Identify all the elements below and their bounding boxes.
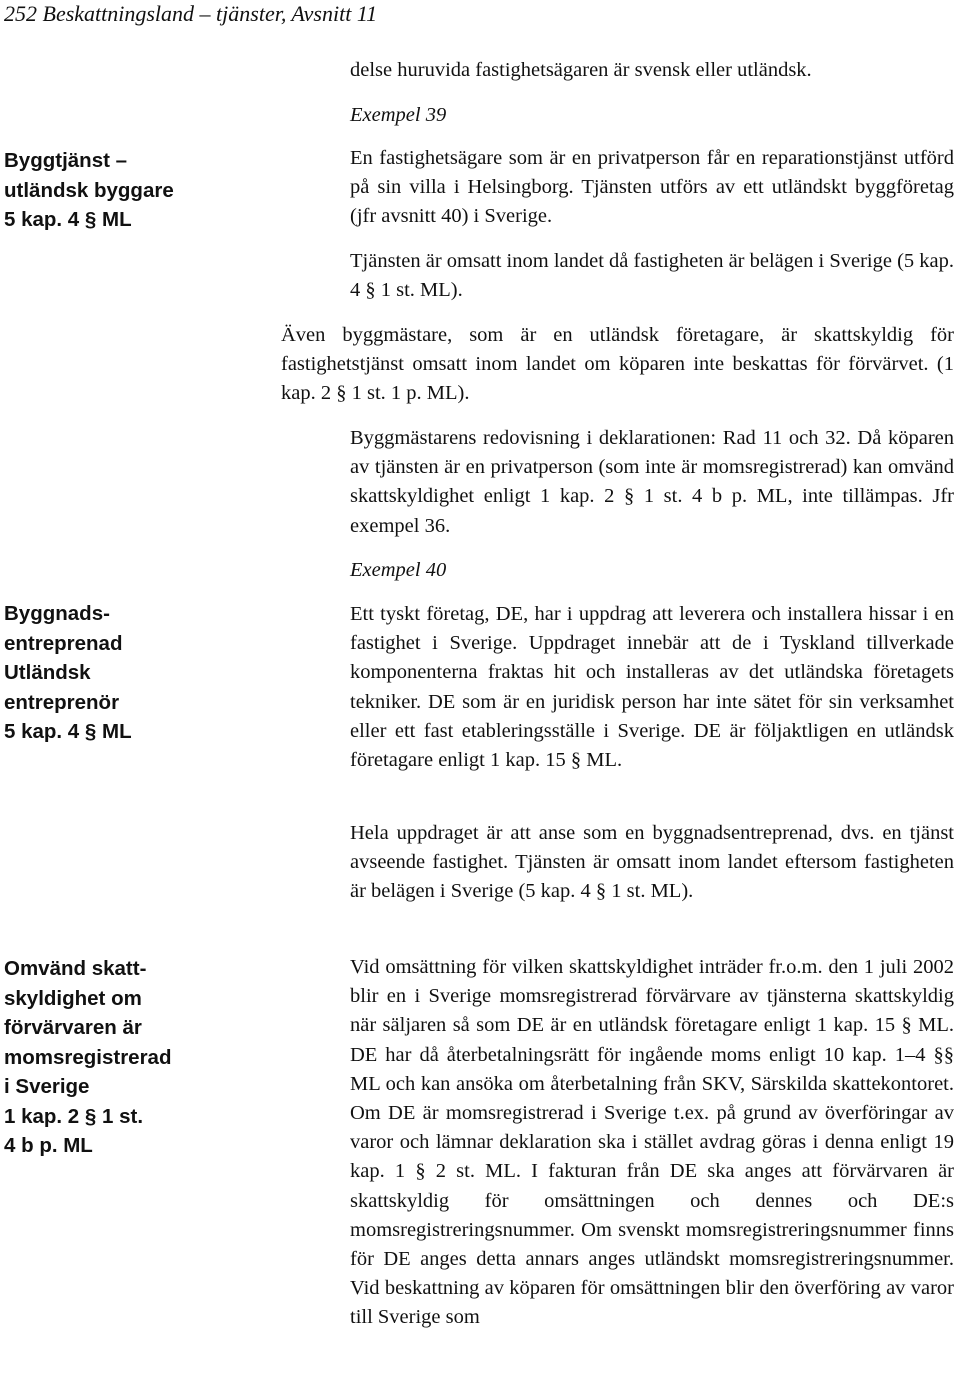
margin-note-omvand-skattskyldighet: [4, 954, 204, 1161]
example-39-label: Exempel 39: [350, 104, 447, 126]
margin-note-line: skyldighet om: [4, 986, 142, 1010]
margin-note-line: 5 kap. 4 § ML: [4, 720, 132, 743]
margin-note-byggtjanst: [4, 146, 204, 235]
example-39-paragraph-1: En fastighetsägare som är en privatperson får en reparationstjänst utförd på sin villa i Helsingborg. Tjänsten utförs av ett utländskt byggföretag (jfr avsnitt 40) i Sverige.: [350, 147, 954, 228]
margin-note-line: 4 b p. ML: [4, 1134, 93, 1157]
margin-note-line: Byggtjänst –: [4, 149, 128, 172]
main-paragraph-2: Byggmästarens redovisning i deklarationen: Rad 11 och 32. Då köparen av tjänsten är en privatperson (som inte är momsregistrerad) kan omvänd skattskyldighet enligt 1 kap. 2 § 1 st. 4 b p. ML, inte tillämpas. Jfr exempel 36.: [350, 427, 954, 537]
margin-note-line: entreprenad: [4, 631, 123, 655]
example-40-paragraph-2: Hela uppdraget är att anse som en byggnadsentreprenad, dvs. en tjänst avseende fastighet. Tjänsten är omsatt inom landet eftersom fastigheten är belägen i Sverige (5 kap. 4 § 1 st. ML).: [350, 822, 954, 903]
margin-note-line: Byggnads-: [4, 602, 110, 625]
margin-note-line: förvärvaren är: [4, 1016, 142, 1039]
example-40-paragraph-1: Ett tyskt företag, DE, har i uppdrag att leverera och installera hissar i en fastighet i Sverige. Uppdraget innebär att de i Tyskland tillverkade komponenterna fraktas hit och installeras av det utländska företagets tekniker. DE som är en juridisk person har inte sätet för sin verksamhet eller ett fast etableringsställe i Sverige. DE är följaktligen en utländsk företagare enligt 1 kap. 15 § ML.: [350, 603, 954, 772]
page-header: 252 Beskattningsland – tjänster, Avsnitt 11: [4, 1, 378, 26]
main-paragraph-3: Vid omsättning för vilken skattskyldighet inträder fr.o.m. den 1 juli 2002 blir en i Sverige momsregistrerad förvärvare av tjänsterna skattskyldig när säljaren så som DE är en utländsk företagare enligt 1 kap. 15 § ML. DE har då återbetalningsrätt för ingående moms enligt 10 kap. 1–4 §§ ML och kan ansöka om återbetalning från SKV, Särskilda skattekontoret. Om DE är momsregistrerad i Sverige t.ex. på grund av överföringar av varor och lämnar deklaration ska i stället avdrag göras i denna enligt 19 kap. 1 § 2 st. ML. I fakturan från DE ska anges att förvärvaren är skattskyldig för omsättningen och dennes och DE:s momsregistreringsnummer. Om svenskt momsregistreringsnummer finns för DE anges detta annars anges utländskt momsregistreringsnummer. Vid beskattning av köparen för omsättningen blir den överföring av varor till Sverige som: [350, 956, 954, 1329]
example-39-paragraph-2: Tjänsten är omsatt inom landet då fastigheten är belägen i Sverige (5 kap. 4 § 1 st. ML).: [350, 250, 954, 302]
margin-note-line: momsregistrerad: [4, 1045, 172, 1069]
margin-note-line: entreprenör: [4, 690, 120, 714]
margin-note-line: 1 kap. 2 § 1 st.: [4, 1104, 144, 1128]
margin-note-line: Utländsk: [4, 661, 91, 684]
main-paragraph-1: Även byggmästare, som är en utländsk företagare, är skattskyldig för fastighetstjänst omsatt inom landet om köparen inte beskattas för förvärvet. (1 kap. 2 § 1 st. 1 p. ML).: [281, 324, 954, 405]
margin-note-line: utländsk byggare: [4, 178, 174, 202]
intro-line: delse huruvida fastighetsägaren är svensk eller utländsk.: [350, 59, 812, 81]
margin-note-line: i Sverige: [4, 1075, 90, 1098]
example-40-label: Exempel 40: [350, 559, 447, 581]
margin-note-line: 5 kap. 4 § ML: [4, 208, 132, 231]
margin-note-byggnadsentreprenad: [4, 599, 204, 747]
margin-note-line: Omvänd skatt-: [4, 957, 147, 980]
